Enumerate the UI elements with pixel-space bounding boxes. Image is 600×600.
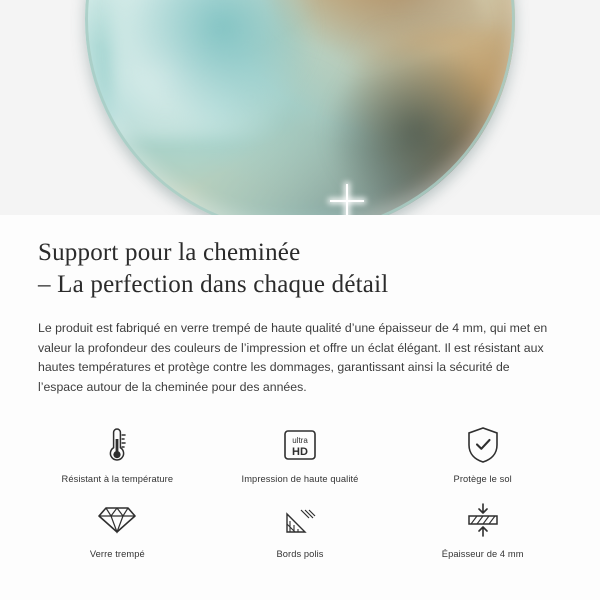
feature-item-thickness — [391, 498, 574, 559]
content-block — [0, 215, 600, 397]
feature-item-polished-edges — [209, 498, 392, 559]
ultra-hd-icon — [283, 423, 317, 467]
feature-label: Protège le sol — [453, 474, 512, 484]
thickness-icon — [463, 498, 503, 542]
page-title — [38, 237, 562, 301]
diamond-icon — [97, 498, 137, 542]
headline-line-2: – La perfection dans chaque détail — [38, 271, 389, 298]
feature-label: Verre trempé — [89, 549, 145, 559]
feature-item-temperature — [26, 423, 209, 484]
svg-text:ultra: ultra — [292, 436, 308, 445]
shield-check-icon — [466, 423, 500, 467]
feature-item-print-quality — [209, 423, 392, 484]
feature-item-tempered-glass — [26, 498, 209, 559]
thermometer-icon — [104, 423, 130, 467]
description-text: Le produit est fabriqué en verre trempé de haute qualité d’une épaisseur de 4 mm, qui met en valeur la profondeur des couleurs de l’impression et offre un éclat élégant. Il est résistant aux hautes températures et protège contre les dommages, garantissant ainsi la sécurité de l’espace autour de la cheminée pour des années. — [38, 321, 548, 394]
svg-text:HD: HD — [292, 446, 308, 458]
feature-label: Impression de haute qualité — [241, 474, 359, 484]
feature-label: Épaisseur de 4 mm — [441, 549, 524, 559]
feature-label: Résistant à la température — [61, 474, 174, 484]
hero-image — [0, 0, 600, 215]
feature-grid — [0, 423, 600, 559]
feature-label: Bords polis — [276, 549, 324, 559]
feature-item-floor-protection — [391, 423, 574, 484]
headline-line-1: Support pour la cheminée — [38, 239, 301, 266]
polished-edges-icon — [283, 498, 317, 542]
